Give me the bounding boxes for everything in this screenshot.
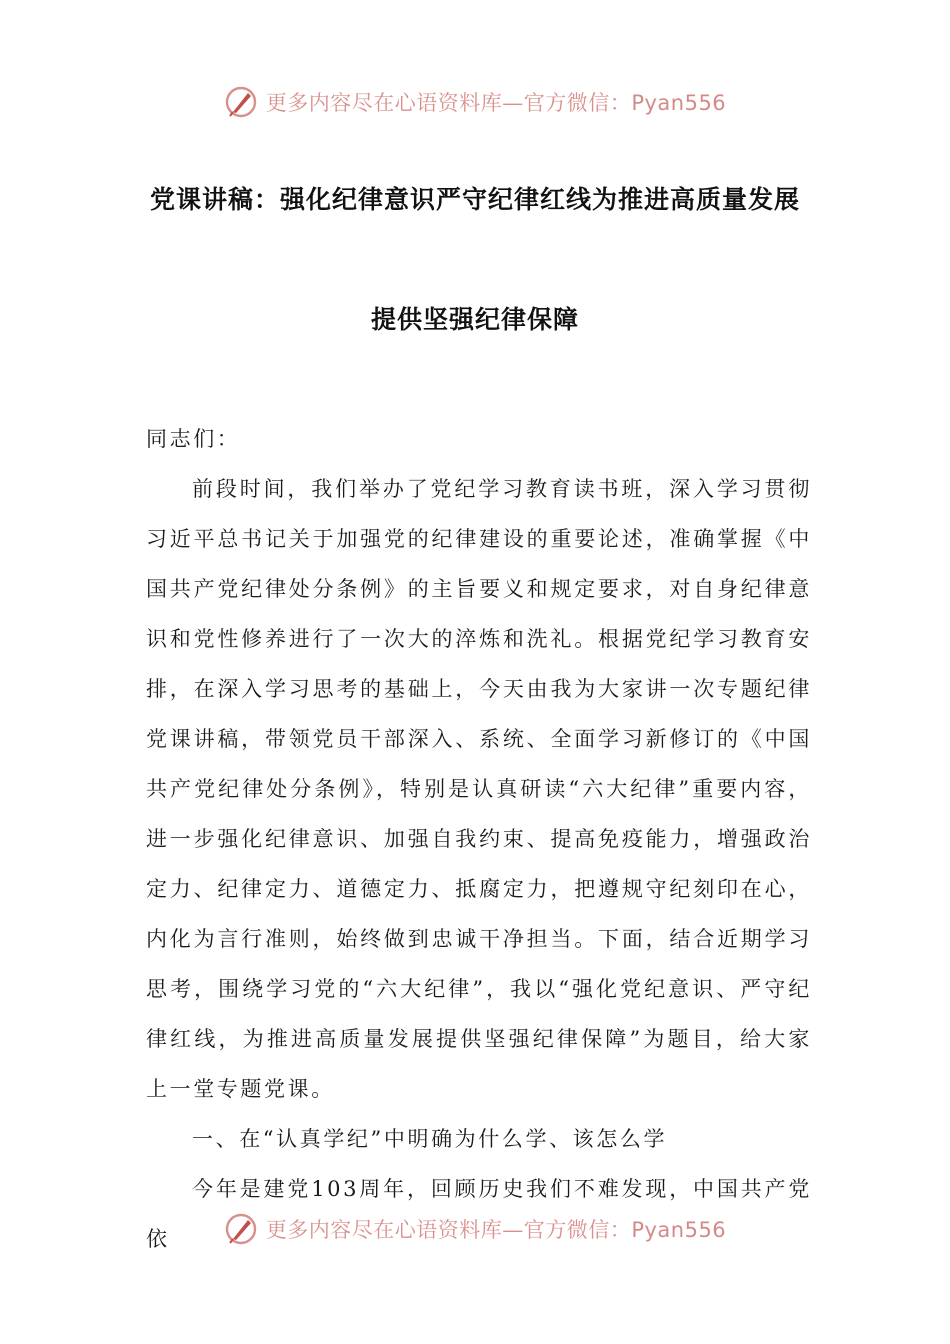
paragraph: 前段时间，我们举办了党纪学习教育读书班，深入学习贯彻习近平总书记关于加强党的纪律建设的重要论述，准确掌握《中国共产党纪律处分条例》的主旨要义和规定要求，对自身纪律意识和党性修养进行了一次大的淬炼和洗礼。根据党纪学习教育安排，在深入学习思考的基础上，今天由我为大家讲一次专题纪律党课讲稿，带领党员干部深入、系统、全面学习新修订的《中国共产党纪律处分条例》，特别是认真研读“六大纪律”重要内容，进一步强化纪律意识、加强自我约束、提高免疫能力，增强政治定力、纪律定力、道德定力、抵腐定力，把遵规守纪刻印在心，内化为言行准则，始终做到忠诚干净担当。下面，结合近期学习思考，围绕学习党的“六大纪律”，我以“强化党纪意识、严守纪律红线，为推进高质量发展提供坚强纪律保障”为题目，给大家上一堂专题党课。: [146, 477, 812, 1101]
document-body: [146, 414, 812, 1264]
footer-watermark-banner: [0, 1209, 950, 1249]
wechat-id: Pyan556: [631, 91, 727, 115]
wechat-id: Pyan556: [631, 1218, 727, 1242]
paragraph: 今年是建党103周年，回顾历史我们不难发现，中国共产党依: [146, 1177, 812, 1251]
section-heading: 一、在“认真学纪”中明确为什么学、该怎么学: [192, 1127, 668, 1151]
watermark-text: 更多内容尽在心语资料库—官方微信：Pyan556: [265, 91, 727, 115]
header-watermark-banner: [0, 82, 950, 122]
quill-pen-circle-icon: [224, 85, 258, 119]
document-title-line-2: 提供坚强纪律保障: [370, 305, 579, 334]
watermark-text: 更多内容尽在心语资料库—官方微信：Pyan556: [265, 1218, 727, 1242]
quill-pen-circle-icon: [224, 1212, 258, 1246]
greeting: 同志们：: [146, 427, 241, 451]
document-title-line-1: 党课讲稿：强化纪律意识严守纪律红线为推进高质量发展: [149, 185, 800, 214]
